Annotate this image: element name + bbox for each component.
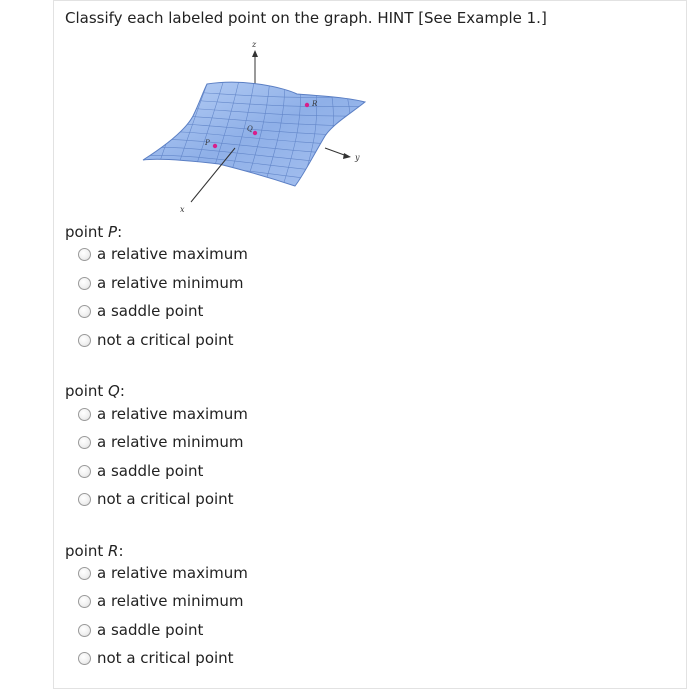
option-r-not-critical-point[interactable] [78,647,234,669]
question-prompt: Classify each labeled point on the graph. HINT [See Example 1.] [65,9,547,27]
question-label: point R: [65,542,124,560]
radio-button[interactable] [78,305,91,318]
option-r-relative-maximum[interactable] [78,562,248,584]
option-q-relative-minimum[interactable] [78,431,244,453]
question-point-p [65,221,122,243]
option-label: a saddle point [97,302,204,320]
option-label: a relative maximum [97,564,248,582]
question-point-q [65,380,125,402]
point-p-label: P [205,139,210,147]
option-label: a relative maximum [97,405,248,423]
point-q-label: Q [247,125,253,133]
surface-graph [135,36,375,216]
radio-button[interactable] [78,408,91,421]
option-label: a saddle point [97,462,204,480]
y-axis-label: y [355,153,360,162]
question-label: point Q: [65,382,125,400]
option-r-relative-minimum[interactable] [78,590,244,612]
point-r-label: R [312,100,318,108]
x-axis-label: x [180,205,185,214]
radio-button[interactable] [78,652,91,665]
option-label: not a critical point [97,649,234,667]
y-axis-arrow [343,153,351,159]
option-label: a relative minimum [97,274,244,292]
radio-button[interactable] [78,567,91,580]
option-p-relative-maximum[interactable] [78,243,248,265]
z-axis-arrow [252,50,258,57]
option-label: a saddle point [97,621,204,639]
option-p-saddle-point[interactable] [78,300,203,322]
radio-button[interactable] [78,436,91,449]
option-label: not a critical point [97,490,234,508]
radio-button[interactable] [78,595,91,608]
point-q-marker [253,131,257,135]
option-q-not-critical-point[interactable] [78,488,234,510]
radio-button[interactable] [78,493,91,506]
radio-button[interactable] [78,465,91,478]
option-label: a relative minimum [97,433,244,451]
question-label: point P: [65,223,123,241]
option-p-relative-minimum[interactable] [78,272,244,294]
radio-button[interactable] [78,277,91,290]
option-q-saddle-point[interactable] [78,460,203,482]
option-r-saddle-point[interactable] [78,619,203,641]
point-p-marker [213,144,217,148]
option-label: not a critical point [97,331,234,349]
z-axis-label: z [252,40,257,49]
point-r-marker [305,103,309,107]
option-q-relative-maximum[interactable] [78,403,248,425]
radio-button[interactable] [78,624,91,637]
option-label: a relative minimum [97,592,244,610]
option-label: a relative maximum [97,245,248,263]
radio-button[interactable] [78,248,91,261]
question-point-r [65,540,124,562]
option-p-not-critical-point[interactable] [78,329,234,351]
radio-button[interactable] [78,334,91,347]
